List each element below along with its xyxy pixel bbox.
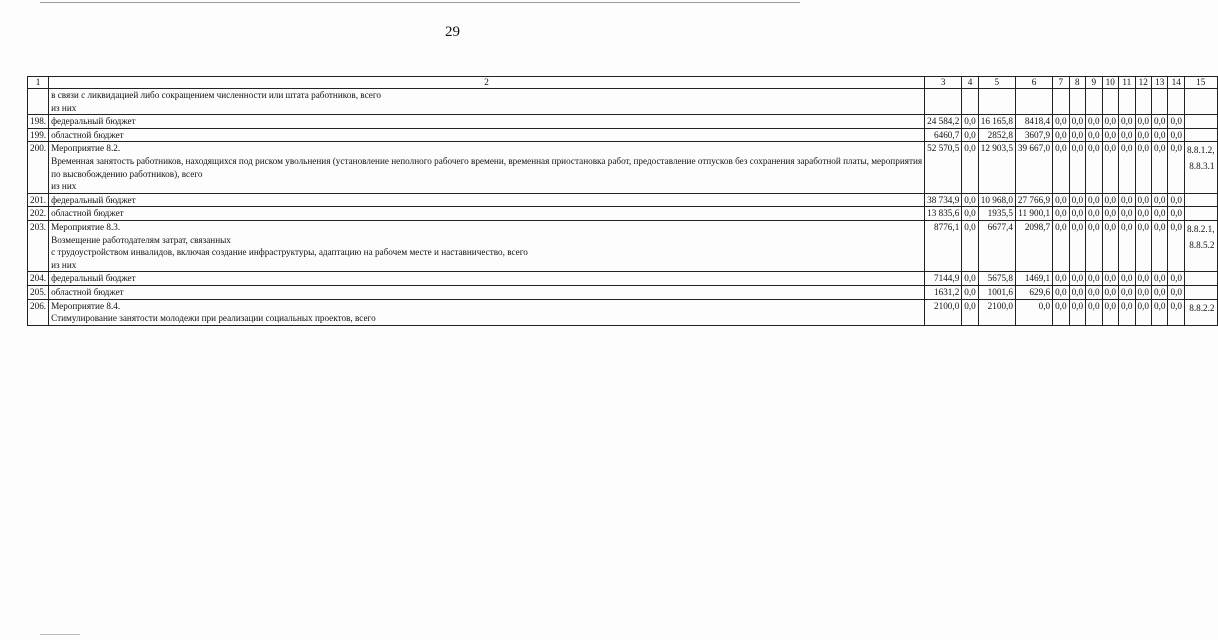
cell-c11: 0,0: [1119, 207, 1135, 221]
table-row: [28, 115, 1218, 129]
column-header: 12: [1135, 77, 1151, 89]
table-row: [28, 89, 1218, 115]
cell-c6: 11 900,1: [1015, 207, 1052, 221]
column-header: 4: [962, 77, 978, 89]
cell-c3: 1631,2: [925, 285, 962, 299]
cell-c11: 0,0: [1119, 115, 1135, 129]
column-header: 1: [28, 77, 49, 89]
cell-c8: 0,0: [1069, 142, 1085, 193]
cell-c12: 0,0: [1135, 207, 1151, 221]
cell-c5: 2100,0: [978, 299, 1015, 325]
cell-c12: 0,0: [1135, 272, 1151, 286]
row-description: в связи с ликвидацией либо сокращением численности или штата работников, всего из них: [49, 89, 925, 115]
cell-c11: 0,0: [1119, 299, 1135, 325]
cell-c3: 2100,0: [925, 299, 962, 325]
cell-c7: 0,0: [1053, 299, 1069, 325]
cell-c4: 0,0: [962, 220, 978, 271]
cell-c6: 39 667,0: [1015, 142, 1052, 193]
column-header: 14: [1168, 77, 1184, 89]
cell-c3: 24 584,2: [925, 115, 962, 129]
table-row: [28, 220, 1218, 271]
cell-c12: 0,0: [1135, 299, 1151, 325]
cell-c10: 0,0: [1102, 220, 1118, 271]
cell-c4: 0,0: [962, 285, 978, 299]
table-row: [28, 285, 1218, 299]
cell-c7: 0,0: [1053, 193, 1069, 207]
cell-c10: 0,0: [1102, 207, 1118, 221]
cell-c10: 0,0: [1102, 128, 1118, 142]
row-indicator-code: 8.8.2.2: [1184, 299, 1217, 325]
cell-c12: 0,0: [1135, 142, 1151, 193]
cell-c12: 0,0: [1135, 193, 1151, 207]
row-description: федеральный бюджет: [49, 272, 925, 286]
cell-c5: 16 165,8: [978, 115, 1015, 129]
table-row: [28, 272, 1218, 286]
cell-c13: 0,0: [1151, 285, 1167, 299]
column-header: 15: [1184, 77, 1217, 89]
column-header: 3: [925, 77, 962, 89]
cell-c3: 6460,7: [925, 128, 962, 142]
row-indicator-code: [1184, 89, 1217, 115]
row-description: областной бюджет: [49, 207, 925, 221]
cell-c8: 0,0: [1069, 220, 1085, 271]
row-description: Мероприятие 8.4. Стимулирование занятости молодежи при реализации социальных проектов, всего: [49, 299, 925, 325]
row-indicator-code: 8.8.1.2, 8.8.3.1: [1184, 142, 1217, 193]
column-header: 10: [1102, 77, 1118, 89]
cell-c14: 0,0: [1168, 128, 1184, 142]
cell-c10: 0,0: [1102, 142, 1118, 193]
cell-c11: 0,0: [1119, 128, 1135, 142]
table-row: [28, 207, 1218, 221]
cell-c11: 0,0: [1119, 193, 1135, 207]
row-number: 205.: [28, 285, 49, 299]
cell-c6: [1015, 89, 1052, 115]
cell-c6: 0,0: [1015, 299, 1052, 325]
cell-c4: 0,0: [962, 115, 978, 129]
cell-c5: 10 968,0: [978, 193, 1015, 207]
cell-c8: 0,0: [1069, 193, 1085, 207]
column-header: 2: [49, 77, 925, 89]
row-number: 204.: [28, 272, 49, 286]
cell-c9: [1086, 89, 1102, 115]
row-description: Мероприятие 8.2. Временная занятость работников, находящихся под риском увольнения (установление неполного рабочего времени, временная приостановка работ, предоставление отпусков без сохранения заработной платы, мероприятия по высвобождению работников), всего из них: [49, 142, 925, 193]
cell-c14: 0,0: [1168, 115, 1184, 129]
cell-c7: 0,0: [1053, 220, 1069, 271]
cell-c5: 5675,8: [978, 272, 1015, 286]
cell-c5: 12 903,5: [978, 142, 1015, 193]
cell-c4: [962, 89, 978, 115]
cell-c14: 0,0: [1168, 299, 1184, 325]
cell-c6: 27 766,9: [1015, 193, 1052, 207]
cell-c9: 0,0: [1086, 128, 1102, 142]
cell-c13: 0,0: [1151, 128, 1167, 142]
cell-c3: 52 570,5: [925, 142, 962, 193]
cell-c6: 8418,4: [1015, 115, 1052, 129]
row-description: Мероприятие 8.3. Возмещение работодателям затрат, связанных с трудоустройством инвалидов, включая создание инфраструктуры, адаптацию на рабочем месте и наставничество, всего из них: [49, 220, 925, 271]
cell-c12: 0,0: [1135, 128, 1151, 142]
cell-c11: 0,0: [1119, 272, 1135, 286]
cell-c12: 0,0: [1135, 285, 1151, 299]
cell-c13: 0,0: [1151, 207, 1167, 221]
cell-c14: 0,0: [1168, 142, 1184, 193]
cell-c5: 2852,8: [978, 128, 1015, 142]
cell-c11: 0,0: [1119, 285, 1135, 299]
cell-c10: 0,0: [1102, 285, 1118, 299]
table-row: [28, 193, 1218, 207]
row-description: федеральный бюджет: [49, 115, 925, 129]
cell-c10: 0,0: [1102, 299, 1118, 325]
cell-c9: 0,0: [1086, 299, 1102, 325]
cell-c5: 1935,5: [978, 207, 1015, 221]
cell-c12: 0,0: [1135, 220, 1151, 271]
cell-c7: 0,0: [1053, 285, 1069, 299]
cell-c8: [1069, 89, 1085, 115]
scan-mark: [40, 634, 80, 635]
cell-c6: 629,6: [1015, 285, 1052, 299]
cell-c14: 0,0: [1168, 193, 1184, 207]
cell-c11: 0,0: [1119, 220, 1135, 271]
cell-c10: 0,0: [1102, 272, 1118, 286]
cell-c8: 0,0: [1069, 207, 1085, 221]
row-number: 198.: [28, 115, 49, 129]
budget-table: [27, 76, 1218, 326]
row-number: 199.: [28, 128, 49, 142]
cell-c9: 0,0: [1086, 142, 1102, 193]
cell-c6: 2098,7: [1015, 220, 1052, 271]
cell-c6: 3607,9: [1015, 128, 1052, 142]
column-header: 6: [1015, 77, 1052, 89]
cell-c7: 0,0: [1053, 207, 1069, 221]
table-row: [28, 128, 1218, 142]
cell-c9: 0,0: [1086, 193, 1102, 207]
row-indicator-code: [1184, 115, 1217, 129]
cell-c13: 0,0: [1151, 220, 1167, 271]
cell-c7: [1053, 89, 1069, 115]
cell-c3: 38 734,9: [925, 193, 962, 207]
cell-c11: 0,0: [1119, 142, 1135, 193]
cell-c13: [1151, 89, 1167, 115]
row-indicator-code: [1184, 207, 1217, 221]
row-number: 200.: [28, 142, 49, 193]
row-indicator-code: [1184, 193, 1217, 207]
cell-c5: 1001,6: [978, 285, 1015, 299]
cell-c14: 0,0: [1168, 272, 1184, 286]
cell-c8: 0,0: [1069, 299, 1085, 325]
cell-c6: 1469,1: [1015, 272, 1052, 286]
cell-c14: [1168, 89, 1184, 115]
cell-c7: 0,0: [1053, 128, 1069, 142]
row-description: областной бюджет: [49, 128, 925, 142]
cell-c14: 0,0: [1168, 220, 1184, 271]
column-header: 8: [1069, 77, 1085, 89]
cell-c10: 0,0: [1102, 193, 1118, 207]
cell-c3: 7144,9: [925, 272, 962, 286]
row-number: [28, 89, 49, 115]
row-number: 202.: [28, 207, 49, 221]
cell-c9: 0,0: [1086, 272, 1102, 286]
cell-c4: 0,0: [962, 272, 978, 286]
table-row: [28, 299, 1218, 325]
cell-c10: [1102, 89, 1118, 115]
cell-c7: 0,0: [1053, 142, 1069, 193]
cell-c12: 0,0: [1135, 115, 1151, 129]
cell-c14: 0,0: [1168, 285, 1184, 299]
cell-c8: 0,0: [1069, 272, 1085, 286]
cell-c3: [925, 89, 962, 115]
row-indicator-code: [1184, 128, 1217, 142]
row-number: 206.: [28, 299, 49, 325]
cell-c7: 0,0: [1053, 272, 1069, 286]
cell-c7: 0,0: [1053, 115, 1069, 129]
cell-c13: 0,0: [1151, 142, 1167, 193]
cell-c13: 0,0: [1151, 299, 1167, 325]
cell-c9: 0,0: [1086, 115, 1102, 129]
row-indicator-code: 8.8.2.1, 8.8.5.2: [1184, 220, 1217, 271]
cell-c14: 0,0: [1168, 207, 1184, 221]
page-number: 29: [445, 24, 460, 40]
cell-c12: [1135, 89, 1151, 115]
cell-c5: [978, 89, 1015, 115]
top-rule: [40, 2, 800, 3]
cell-c8: 0,0: [1069, 128, 1085, 142]
cell-c3: 13 835,6: [925, 207, 962, 221]
cell-c4: 0,0: [962, 207, 978, 221]
cell-c9: 0,0: [1086, 285, 1102, 299]
column-header: 11: [1119, 77, 1135, 89]
cell-c3: 8776,1: [925, 220, 962, 271]
cell-c9: 0,0: [1086, 220, 1102, 271]
cell-c8: 0,0: [1069, 285, 1085, 299]
column-header: 7: [1053, 77, 1069, 89]
cell-c13: 0,0: [1151, 272, 1167, 286]
column-header: 13: [1151, 77, 1167, 89]
cell-c4: 0,0: [962, 193, 978, 207]
cell-c9: 0,0: [1086, 207, 1102, 221]
cell-c8: 0,0: [1069, 115, 1085, 129]
row-indicator-code: [1184, 285, 1217, 299]
table-row: [28, 142, 1218, 193]
cell-c4: 0,0: [962, 142, 978, 193]
column-header: 9: [1086, 77, 1102, 89]
row-number: 201.: [28, 193, 49, 207]
cell-c10: 0,0: [1102, 115, 1118, 129]
row-number: 203.: [28, 220, 49, 271]
cell-c5: 6677,4: [978, 220, 1015, 271]
column-header: 5: [978, 77, 1015, 89]
cell-c13: 0,0: [1151, 115, 1167, 129]
cell-c4: 0,0: [962, 299, 978, 325]
row-indicator-code: [1184, 272, 1217, 286]
cell-c11: [1119, 89, 1135, 115]
cell-c13: 0,0: [1151, 193, 1167, 207]
header-row: [28, 77, 1218, 89]
row-description: областной бюджет: [49, 285, 925, 299]
cell-c4: 0,0: [962, 128, 978, 142]
row-description: федеральный бюджет: [49, 193, 925, 207]
